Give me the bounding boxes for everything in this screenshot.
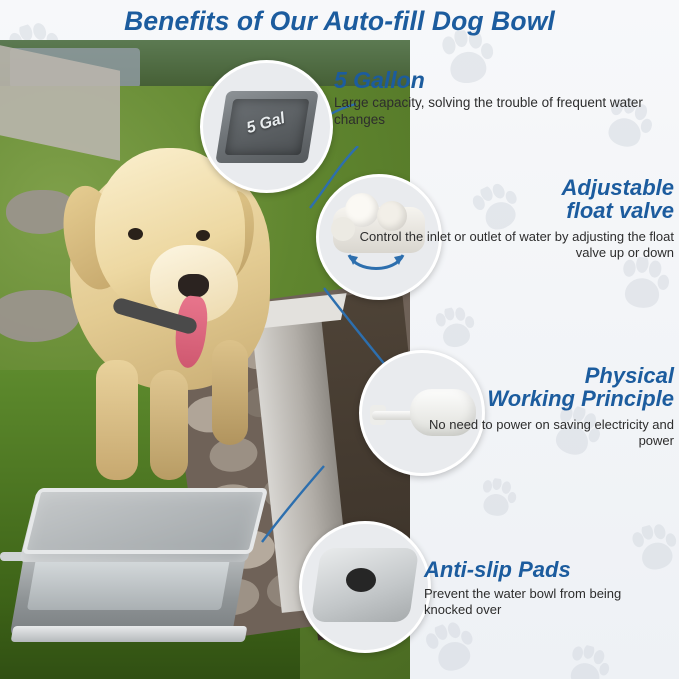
feature-description: No need to power on saving electricity and power: [429, 416, 674, 448]
bowl-rim: [11, 626, 248, 642]
paw-icon: [431, 304, 480, 355]
dog-leg: [212, 340, 248, 445]
bowl-lid-frame: [22, 488, 268, 554]
callout-anti-slip-pads: [299, 521, 431, 653]
feature-heading-line1: Adjustable: [561, 175, 674, 200]
callout-five-gallon: [200, 60, 333, 193]
water-tank-icon: [203, 63, 330, 190]
paw-icon: [560, 641, 613, 679]
feature-description: Control the inlet or outlet of water by adjusting the float valve up or down: [359, 228, 674, 260]
dog-leg: [96, 360, 138, 480]
feature-adjustable-float-valve: [330, 176, 674, 261]
feature-five-gallon: [334, 68, 664, 129]
page-title: Benefits of Our Auto-fill Dog Bowl: [124, 6, 555, 36]
feature-heading: Anti-slip Pads: [424, 557, 571, 582]
paw-icon: [615, 255, 672, 315]
dog-eye: [196, 230, 210, 241]
feature-heading: 5 Gallon: [334, 67, 425, 93]
feature-description: Prevent the water bowl from being knocked over: [424, 586, 622, 618]
paw-icon: [475, 476, 518, 521]
callout-label-5gal: 5 Gal: [244, 109, 288, 138]
feature-anti-slip-pads: [424, 558, 672, 619]
dog-leg: [150, 370, 188, 480]
paw-icon: [419, 616, 484, 679]
feature-heading-line2: float valve: [566, 198, 674, 224]
feature-heading-line2: Working Principle: [487, 386, 674, 412]
anti-slip-pad-icon: [302, 524, 428, 650]
feature-heading-line1: Physical: [584, 363, 674, 388]
dog-nose: [178, 274, 209, 298]
feature-physical-working-principle: [412, 364, 674, 449]
feature-description: Large capacity, solving the trouble of frequent water changes: [334, 95, 643, 128]
dog-eye: [128, 228, 143, 240]
